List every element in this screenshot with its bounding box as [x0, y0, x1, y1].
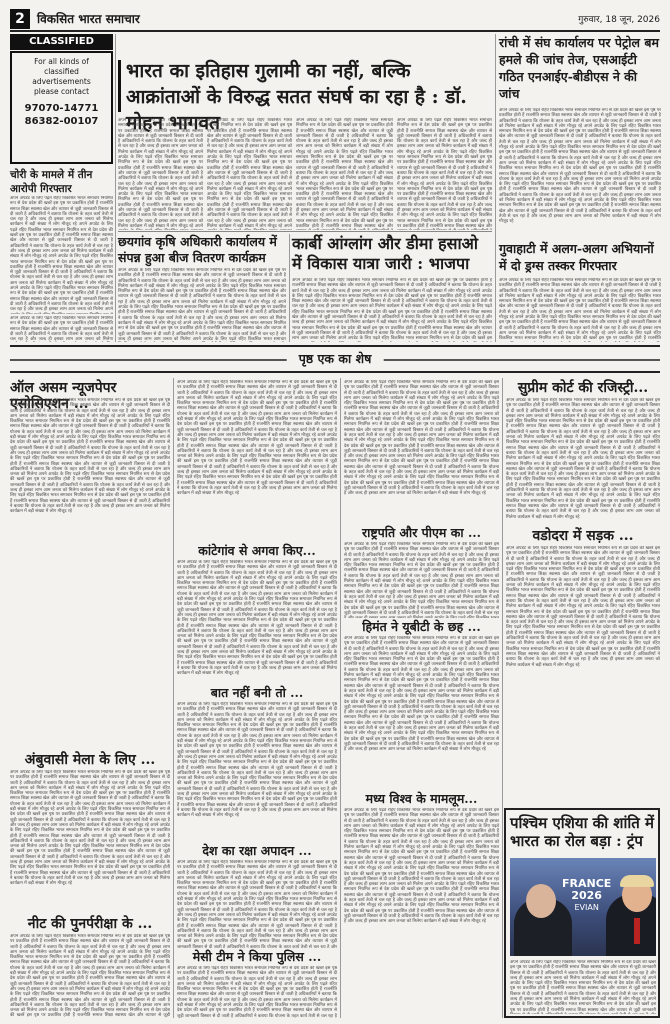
lead-body-col2 — [207, 118, 292, 230]
cont-col4-head1: सुप्रीम कोर्ट की रजिस्ट्री... — [517, 380, 649, 396]
cont-col2-body1 — [177, 560, 337, 684]
lead-body-col1 — [118, 118, 203, 230]
cont-col3-body3 — [344, 808, 499, 1018]
cont-col1-head3: नीट की पुनर्परीक्षा के ... — [27, 916, 153, 932]
feature-box — [504, 808, 660, 1018]
cont-col2-head3: देश का रक्षा अपादन ... — [202, 843, 312, 858]
right-story1-headline: रांची में संघ कार्यालय पर पेट्रोल बम हमले की जांच तेज, एसआईटी गठित एनआईए-बीडीएस ने की जांच — [499, 35, 659, 101]
continued-banner — [10, 345, 660, 373]
feature-headline: पश्चिम एशिया की शांति में भारत का रोल बड़ा : ट्रंप — [510, 814, 655, 850]
story-b-body — [118, 268, 286, 342]
cont-col1-body2 — [10, 770, 170, 914]
paper-name: विकसित भारत समाचार — [37, 12, 140, 26]
classified-line: please contact — [33, 87, 90, 96]
cont-col2-body4 — [177, 966, 337, 1018]
cont-col3-body1 — [344, 542, 499, 618]
lead-body-col3 — [296, 118, 393, 230]
cont-col3-body0 — [344, 380, 499, 524]
classified-box — [10, 51, 113, 164]
cont-col2-body2 — [177, 702, 337, 842]
masthead — [10, 6, 660, 32]
cont-col4-head2: वडोदरा में सड़क ... — [532, 528, 634, 544]
feature-body — [510, 960, 656, 1014]
story-b-headline: छयगांव कृषि अधिकारी कार्यालय में संपन्न हुआ बीज वितरण कार्यक्रम — [118, 234, 277, 265]
right-story2-headline: गुवाहाटी में अलग-अलग अभियानों में दो ड्रग्स तस्कर गिरफ्तार — [499, 241, 654, 273]
classified-phone: 97070-14771 — [24, 103, 99, 114]
issue-date: गुरुवार, 18 जून, 2026 — [578, 15, 660, 25]
cont-col1-head2: अंबुवासी मेला के लिए ... — [24, 752, 156, 768]
continued-banner-title: पृष्ठ एक का शेष — [287, 349, 384, 369]
cont-col4-body1 — [506, 398, 660, 526]
cont-col2-head2: बात नहीं बनी तो ... — [210, 685, 304, 700]
classified-line: advertisements — [32, 77, 91, 86]
cont-col1-body3 — [10, 934, 170, 1018]
cont-col3-head3: मध्य विश्व के मामलूम... — [365, 791, 478, 806]
classified-phone: 86382-00107 — [24, 116, 99, 127]
lead-headline: भारत का इतिहास गुलामी का नहीं, बल्कि आक्रांताओं के विरुद्ध सतत संघर्ष का रहा है : डॉ. मोहन भागवत — [126, 60, 467, 134]
lead-body-col4 — [397, 118, 492, 230]
cont-col3-head2: हिमंत ने यूबीटी के छह ... — [362, 619, 481, 634]
page-number: 2 — [10, 9, 30, 29]
classified-line: For all kinds of — [34, 57, 89, 66]
cont-col4-body2 — [506, 546, 660, 806]
story-c-body — [292, 278, 492, 342]
cont-col2-body3 — [177, 860, 337, 948]
cont-col2-body0 — [177, 380, 337, 542]
left-story1-headline: चोरी के मामले में तीन आरोपी गिरफ्तार — [10, 169, 93, 195]
cont-col2-head4: मेसी टीम ने किया पुलिस ... — [192, 949, 322, 964]
right-story1-body — [499, 108, 661, 236]
left-story2-body — [10, 316, 113, 342]
cont-col1-head1: ऑल असम न्यूजपेपर एसोसिएशन ... — [10, 380, 117, 412]
right-story2-body — [499, 278, 661, 342]
cont-col3-body2 — [344, 636, 499, 790]
cont-col1-body1 — [10, 398, 170, 750]
cont-col2-head1: कांटेगांव से अगवा किए... — [198, 543, 316, 558]
cont-col3-head1: राष्ट्रपति और पीएम का ... — [361, 525, 482, 540]
feature-photo — [510, 858, 656, 956]
classified-heading: CLASSIFIED — [10, 34, 113, 50]
story-c-headline: कार्बी आंग्लांग और डीमा हसाओ में विकास यात्रा जारी : भाजपा — [292, 234, 478, 273]
photo-backdrop-text: FRANCE 2026 EVIAN — [562, 877, 612, 912]
left-story1-body — [10, 196, 113, 314]
classified-line: classified — [44, 67, 79, 76]
